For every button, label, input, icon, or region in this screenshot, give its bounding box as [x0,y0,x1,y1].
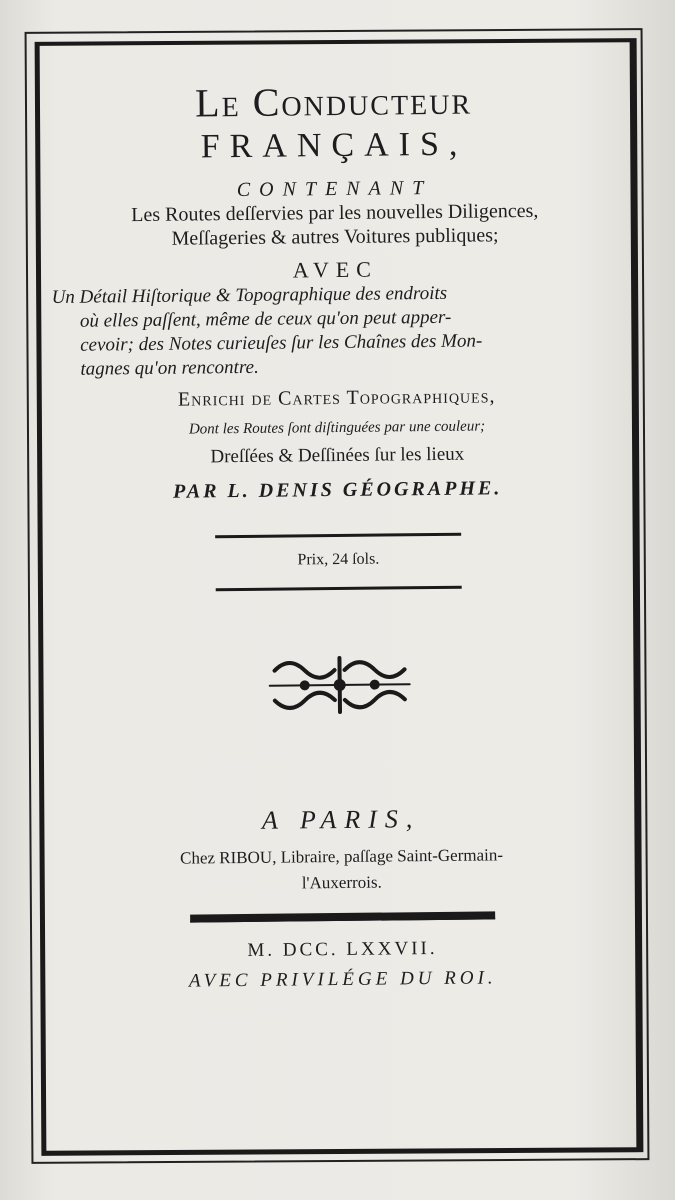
author: PAR L. DENIS GÉOGRAPHE. [172,477,503,503]
italic-line: tagnes qu'on rencontre. [80,356,259,380]
publisher-line-2: l'Auxerrois. [301,872,382,893]
desc-line: Meſſageries & autres Voitures publiques; [171,224,499,250]
dont-line: Dont les Routes ſont diſtinguées par une couleur; [188,418,486,438]
title-line-1: Le Conducteur [194,77,473,126]
place: A PARIS, [261,804,421,835]
italic-line: où elles paſſent, même de ceux qu'on peut apper- [79,306,452,332]
contenant: CONTENANT [236,176,433,202]
price: Prix, 24 ſols. [297,550,380,569]
italic-description [46,280,627,382]
rule-top [215,533,461,539]
title-page-content [43,47,633,994]
avec: AVEC [292,256,379,283]
title-line-2: FRANÇAIS, [200,125,468,166]
desc-line: Les Routes deſſervies par les nouvelles Diligences, [131,199,539,227]
ornament-icon [264,649,415,721]
rule-bottom [216,586,462,592]
thick-rule [190,911,495,922]
enrichi: Enrichi de Cartes Topographiques, [177,385,496,411]
italic-line: cevoir; des Notes curieuſes ſur les Chaînes des Mon- [80,330,483,356]
publisher-line-1: Chez RIBOU, Libraire, paſſage Saint-Germain- [179,845,504,868]
date: M. DCC. LXXVII. [247,937,438,961]
dressees-line: Dreſſées & Deſſinées ſur les lieux [210,443,465,468]
italic-line: Un Détail Hiſtorique & Topographique des endroits [51,282,448,308]
privilege: AVEC PRIVILÉGE DU ROI. [188,967,497,992]
